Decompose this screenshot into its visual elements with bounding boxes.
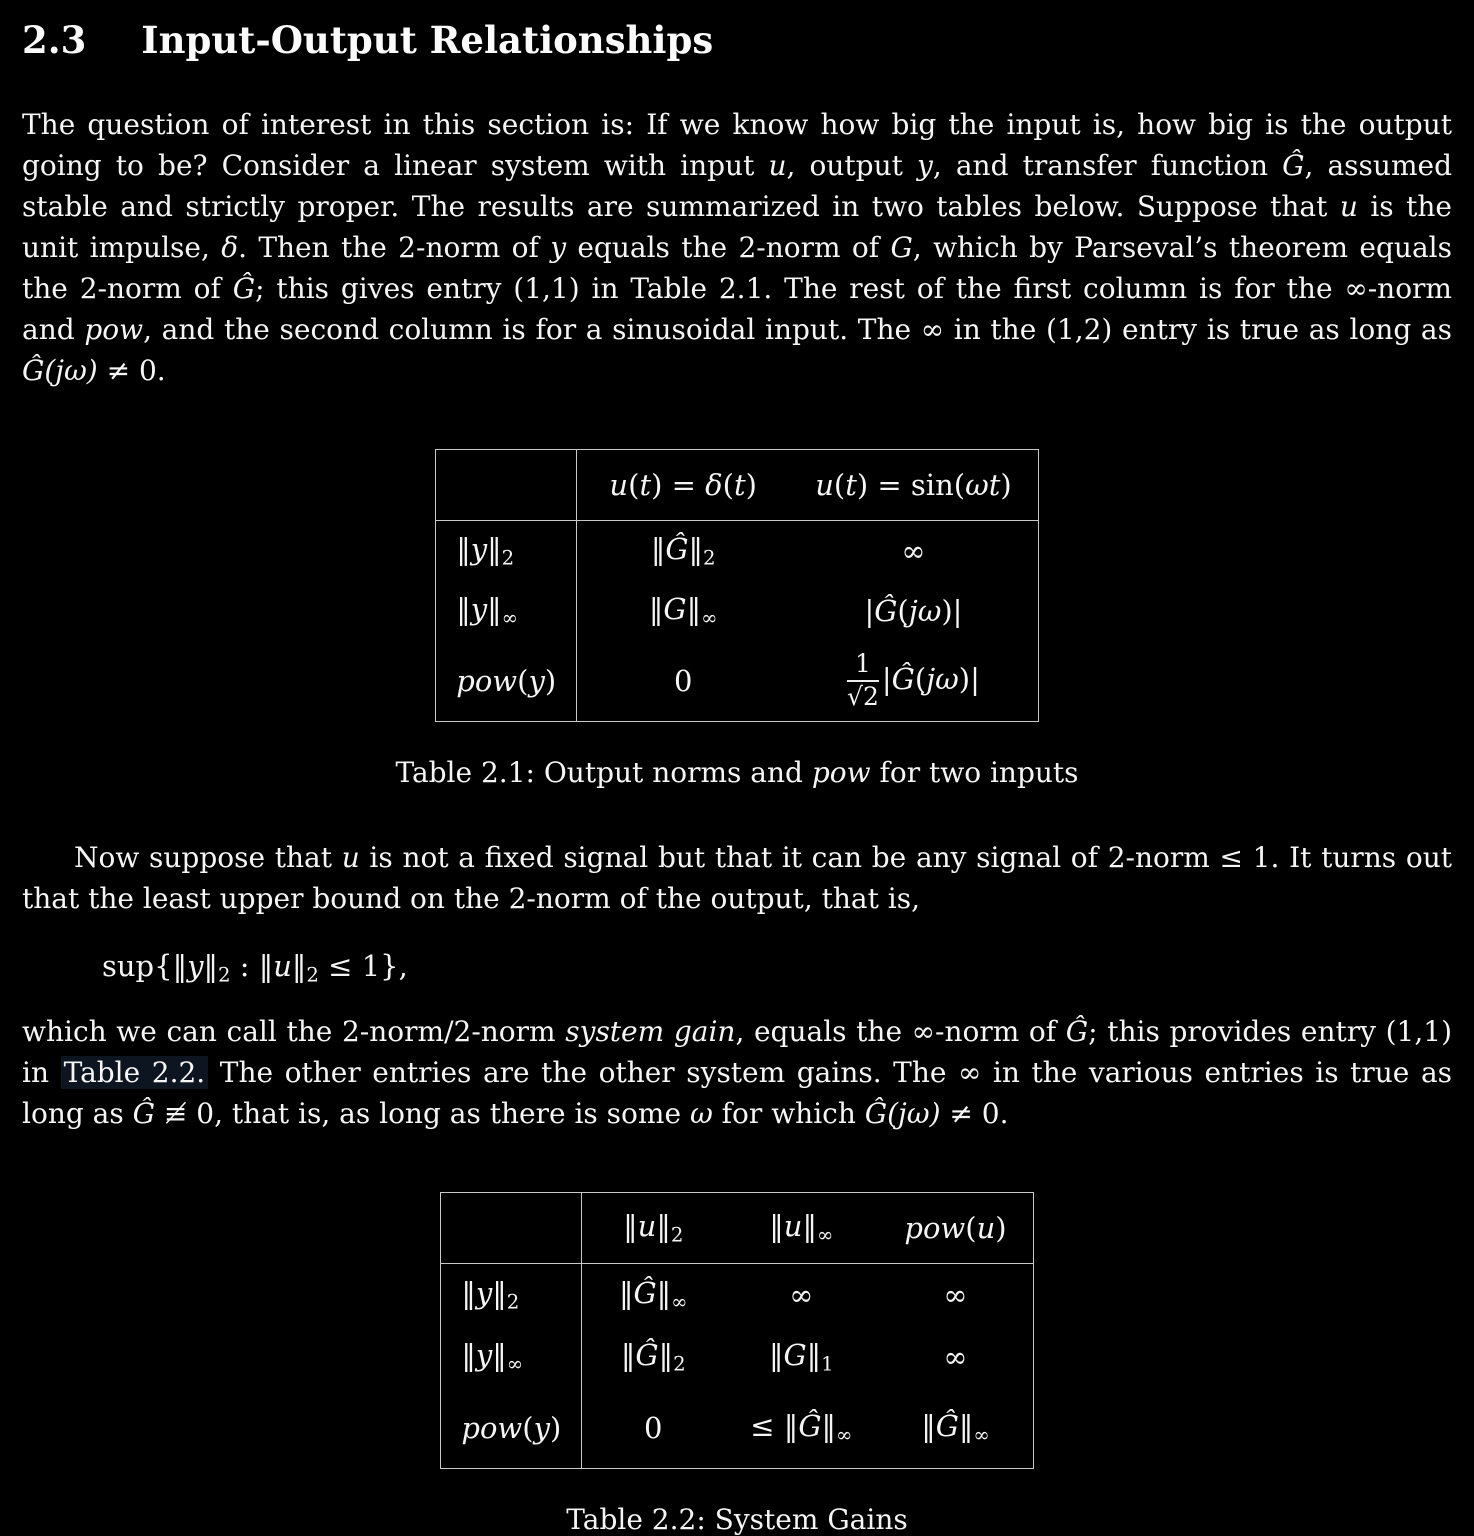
text-segment: Ĝ	[633, 1275, 657, 1310]
text-segment: ‖	[768, 1337, 784, 1372]
text-segment: t	[639, 468, 652, 502]
paragraph-gain-setup	[22, 837, 1452, 919]
row-label-y-infnorm	[436, 581, 577, 641]
text-segment: Ĝ	[132, 1096, 156, 1130]
table-cell	[577, 521, 790, 582]
text-segment: ∞	[901, 534, 926, 568]
table-cell	[582, 1326, 725, 1388]
text-segment: )	[745, 468, 757, 502]
text-segment: δ	[705, 468, 723, 502]
text-segment: y	[533, 1410, 550, 1445]
text-segment: ‖	[806, 1337, 822, 1372]
text-segment: (	[897, 594, 909, 628]
text-segment: 2	[670, 1223, 684, 1247]
text-segment: y	[475, 1275, 493, 1310]
text-segment: G	[783, 1337, 807, 1372]
text-segment: ‖	[769, 1208, 784, 1243]
text-segment: . Then the 2-norm of	[238, 231, 551, 264]
text-segment: pow	[904, 1210, 966, 1245]
text-segment: Ĝ	[232, 272, 256, 305]
text-segment: (	[965, 1210, 977, 1245]
table-2-2-header-pow-u	[878, 1192, 1033, 1263]
table-2-2-header-row	[441, 1192, 1033, 1263]
text-segment: equals the 2-norm of	[566, 231, 891, 264]
text-segment: : ‖	[230, 949, 274, 983]
text-segment: ‖	[623, 1208, 638, 1243]
table-cell	[582, 1388, 725, 1469]
text-segment: ∞	[701, 606, 718, 630]
text-segment: The other entries are the other system gains. The ∞ in the various entries is true as long as	[22, 1055, 1453, 1130]
text-segment: system gain	[565, 1014, 736, 1048]
text-segment: t	[845, 468, 857, 502]
table-cell	[878, 1263, 1033, 1326]
text-segment: is the unit impulse,	[22, 190, 1452, 264]
text-segment: y	[475, 1337, 493, 1372]
text-segment: u	[783, 1208, 803, 1243]
text-segment: )	[995, 1210, 1007, 1245]
row-label-y-2norm	[441, 1263, 582, 1326]
text-segment: t	[733, 468, 746, 502]
text-segment: )	[544, 664, 557, 698]
row-label-pow-y	[436, 641, 577, 722]
text-segment: u	[976, 1210, 996, 1245]
table-2-1-caption	[22, 756, 1452, 789]
text-segment: Table 2.1: Output norms and	[395, 756, 812, 789]
text-segment: ∞	[506, 1352, 524, 1376]
text-segment: ≠ 0.	[940, 1096, 1009, 1130]
fraction-denominator: √2	[847, 682, 879, 711]
table-cell	[724, 1326, 878, 1388]
text-segment: , and transfer function	[932, 149, 1283, 182]
table-cell	[577, 641, 790, 722]
fraction	[847, 650, 879, 712]
text-segment: u	[1339, 190, 1358, 223]
text-segment: ‖	[921, 1408, 936, 1443]
table-cell	[577, 581, 790, 641]
text-segment: for which	[712, 1096, 865, 1130]
text-segment: ; this gives entry (1,1) in Table 2.1. The rest of the first column is for the ∞-norm and	[22, 272, 1452, 346]
text-segment: 1	[821, 1352, 834, 1376]
table-2-1-header-impulse	[577, 450, 790, 521]
table-2-2-link[interactable]: Table 2.2.	[61, 1056, 209, 1089]
text-segment: which we can call the 2-norm/2-norm	[22, 1014, 566, 1048]
text-segment: for two inputs	[870, 756, 1079, 789]
row-label-y-2norm	[436, 521, 577, 582]
text-segment: ∞	[789, 1277, 814, 1312]
row-label-y-infnorm	[441, 1326, 582, 1388]
text-segment: 2	[217, 963, 231, 987]
row-label-pow-y	[441, 1388, 582, 1469]
table-cell	[878, 1388, 1033, 1469]
text-segment: y	[187, 949, 204, 983]
text-segment: u	[768, 149, 787, 182]
text-segment: ‖	[291, 949, 307, 983]
text-segment: Ĝ	[874, 594, 898, 628]
text-segment: y	[550, 231, 567, 264]
text-segment: Ĝ	[635, 1337, 659, 1372]
table-2-1-header-sine	[789, 450, 1038, 521]
table-cell	[724, 1388, 878, 1469]
text-segment: ∞	[943, 1339, 968, 1374]
text-segment: Ĝ(jω)	[22, 354, 98, 387]
text-segment: ∞	[973, 1423, 990, 1447]
section-title: Input-Output Relationships	[141, 18, 714, 62]
table-2-1-header-row	[436, 450, 1038, 521]
text-segment: sup{	[102, 949, 173, 983]
text-segment: )|	[941, 594, 963, 628]
text-segment: Ĝ	[798, 1408, 822, 1443]
table-row	[441, 1326, 1033, 1388]
text-segment: u	[609, 468, 629, 502]
fraction-numerator: 1	[847, 650, 879, 682]
text-segment: Ĝ(jω)	[864, 1096, 941, 1130]
text-segment: ∞	[943, 1277, 968, 1312]
text-segment: ‖	[802, 1208, 817, 1243]
text-segment: ‖	[487, 532, 502, 567]
text-segment: G	[663, 592, 687, 627]
table-2-2-corner-cell	[441, 1192, 582, 1263]
table-row	[436, 581, 1038, 641]
text-segment: pow	[461, 1410, 523, 1445]
table-2-1	[435, 449, 1038, 722]
text-segment: Ĝ	[1065, 1014, 1089, 1048]
equation-supremum	[102, 949, 1452, 987]
text-segment: 0	[644, 1410, 663, 1445]
table-2-2	[440, 1192, 1033, 1469]
text-segment: ≠ 0.	[97, 354, 166, 387]
text-segment: The question of interest in this section is: If we know how big the input is, how big is the output going to be? Consider a linear system with input	[22, 108, 1452, 182]
text-segment: jω	[908, 594, 942, 628]
text-segment: ‖	[656, 1275, 672, 1310]
text-segment: Now suppose that	[74, 841, 342, 874]
text-segment: ωt	[965, 468, 1001, 502]
text-segment: 0	[673, 664, 693, 698]
paragraph-system-gain	[22, 1011, 1452, 1134]
text-segment: jω	[926, 662, 959, 696]
text-segment: ‖	[461, 1275, 476, 1310]
text-segment: )|	[958, 662, 980, 696]
text-segment: ‖	[461, 1337, 476, 1372]
text-segment: (	[722, 468, 734, 502]
text-segment: 2	[673, 1352, 686, 1376]
text-segment: ≢ 0, that is, as long as there is some	[155, 1096, 690, 1130]
text-segment: ) =	[651, 468, 706, 502]
text-segment: Ĝ	[665, 532, 689, 567]
text-segment: Ĝ	[891, 662, 915, 696]
table-row	[436, 521, 1038, 582]
text-segment: (	[517, 664, 529, 698]
text-segment: ‖	[618, 1275, 634, 1310]
text-segment: 2	[506, 1290, 520, 1314]
table-2-1-block	[22, 449, 1452, 789]
text-segment: y	[470, 592, 488, 627]
text-segment: (	[628, 468, 640, 502]
text-segment: y	[470, 532, 488, 567]
table-2-2-block	[22, 1192, 1452, 1536]
text-segment: ) = sin(	[856, 468, 966, 502]
table-cell	[789, 641, 1038, 722]
text-segment: ∞	[835, 1423, 853, 1447]
text-segment: is not a fixed signal but that it can be any signal of 2-norm ≤ 1. It turns out that the least upper bound on the 2-norm of the output, that is,	[22, 841, 1452, 915]
text-segment: y	[528, 664, 545, 698]
text-segment: u	[341, 841, 360, 874]
text-segment: ≤ 1},	[318, 949, 408, 983]
table-2-1-corner-cell	[436, 450, 577, 521]
text-segment: ‖	[620, 1337, 636, 1372]
text-segment: G	[890, 231, 913, 264]
text-segment: ‖	[658, 1337, 674, 1372]
text-segment: ∞	[816, 1223, 834, 1247]
text-segment: ‖	[487, 592, 502, 627]
text-segment: ∞	[671, 1290, 688, 1314]
text-segment: (	[833, 468, 846, 502]
text-segment: ‖	[492, 1337, 507, 1372]
text-segment: |	[881, 662, 892, 696]
text-segment: 2	[703, 546, 716, 570]
text-segment: ‖	[492, 1275, 507, 1310]
text-segment: , and the second column is for a sinusoidal input. The ∞ in the (1,2) entry is true as long as	[143, 313, 1452, 346]
text-segment: Table 2.2: System Gains	[566, 1502, 908, 1536]
text-segment: (	[522, 1410, 534, 1445]
table-cell	[789, 581, 1038, 641]
text-segment: ‖	[456, 532, 471, 567]
paragraph-intro	[22, 104, 1452, 391]
text-segment: ‖	[648, 592, 664, 627]
text-segment: Ĝ	[935, 1408, 959, 1443]
text-segment: Ĝ	[1282, 149, 1305, 182]
text-segment: ; this provides entry (1,1) in	[22, 1014, 1453, 1089]
text-segment: y	[917, 149, 933, 182]
section-number: 2.3	[22, 18, 87, 62]
section-heading	[22, 18, 1452, 62]
text-segment: u	[815, 468, 834, 502]
text-segment: 2	[501, 546, 515, 570]
text-segment: ‖	[650, 532, 666, 567]
text-segment: )	[549, 1410, 562, 1445]
table-2-2-header-u-2norm	[582, 1192, 725, 1263]
text-segment: ‖	[203, 949, 218, 983]
text-segment: ‖	[686, 592, 702, 627]
text-segment: )	[1000, 468, 1012, 502]
text-segment: ‖	[172, 949, 188, 983]
table-cell	[878, 1326, 1033, 1388]
text-segment: , which by Parseval’s theorem equals the 2-norm of	[22, 231, 1452, 305]
table-row	[441, 1263, 1033, 1326]
table-row	[441, 1388, 1033, 1469]
text-segment: ‖	[656, 1208, 671, 1243]
text-segment: ω	[689, 1096, 713, 1130]
text-segment: δ	[221, 231, 239, 264]
text-segment: (	[914, 662, 927, 696]
text-segment: ‖	[688, 532, 703, 567]
table-2-2-header-u-infnorm	[724, 1192, 878, 1263]
table-2-2-caption	[22, 1503, 1452, 1536]
text-segment: ∞	[501, 606, 519, 630]
text-segment: 2	[306, 963, 319, 987]
text-segment: , assumed stable and strictly proper. The results are summarized in two tables below. Suppose that	[22, 149, 1452, 223]
text-segment: pow	[811, 756, 871, 789]
table-row	[436, 641, 1038, 722]
text-segment: u	[637, 1208, 657, 1243]
text-segment: ‖	[958, 1408, 974, 1443]
text-segment: , equals the ∞-norm of	[735, 1014, 1066, 1048]
text-segment: ‖	[456, 592, 471, 627]
table-cell	[789, 521, 1038, 582]
table-cell	[724, 1263, 878, 1326]
text-segment: ‖	[821, 1408, 836, 1443]
text-segment: |	[864, 594, 875, 628]
text-segment: pow	[84, 313, 144, 346]
text-segment: u	[273, 949, 292, 983]
text-segment: , output	[786, 149, 917, 182]
text-segment: pow	[456, 664, 518, 698]
text-segment: ≤ ‖	[750, 1408, 799, 1443]
table-cell	[582, 1263, 725, 1326]
